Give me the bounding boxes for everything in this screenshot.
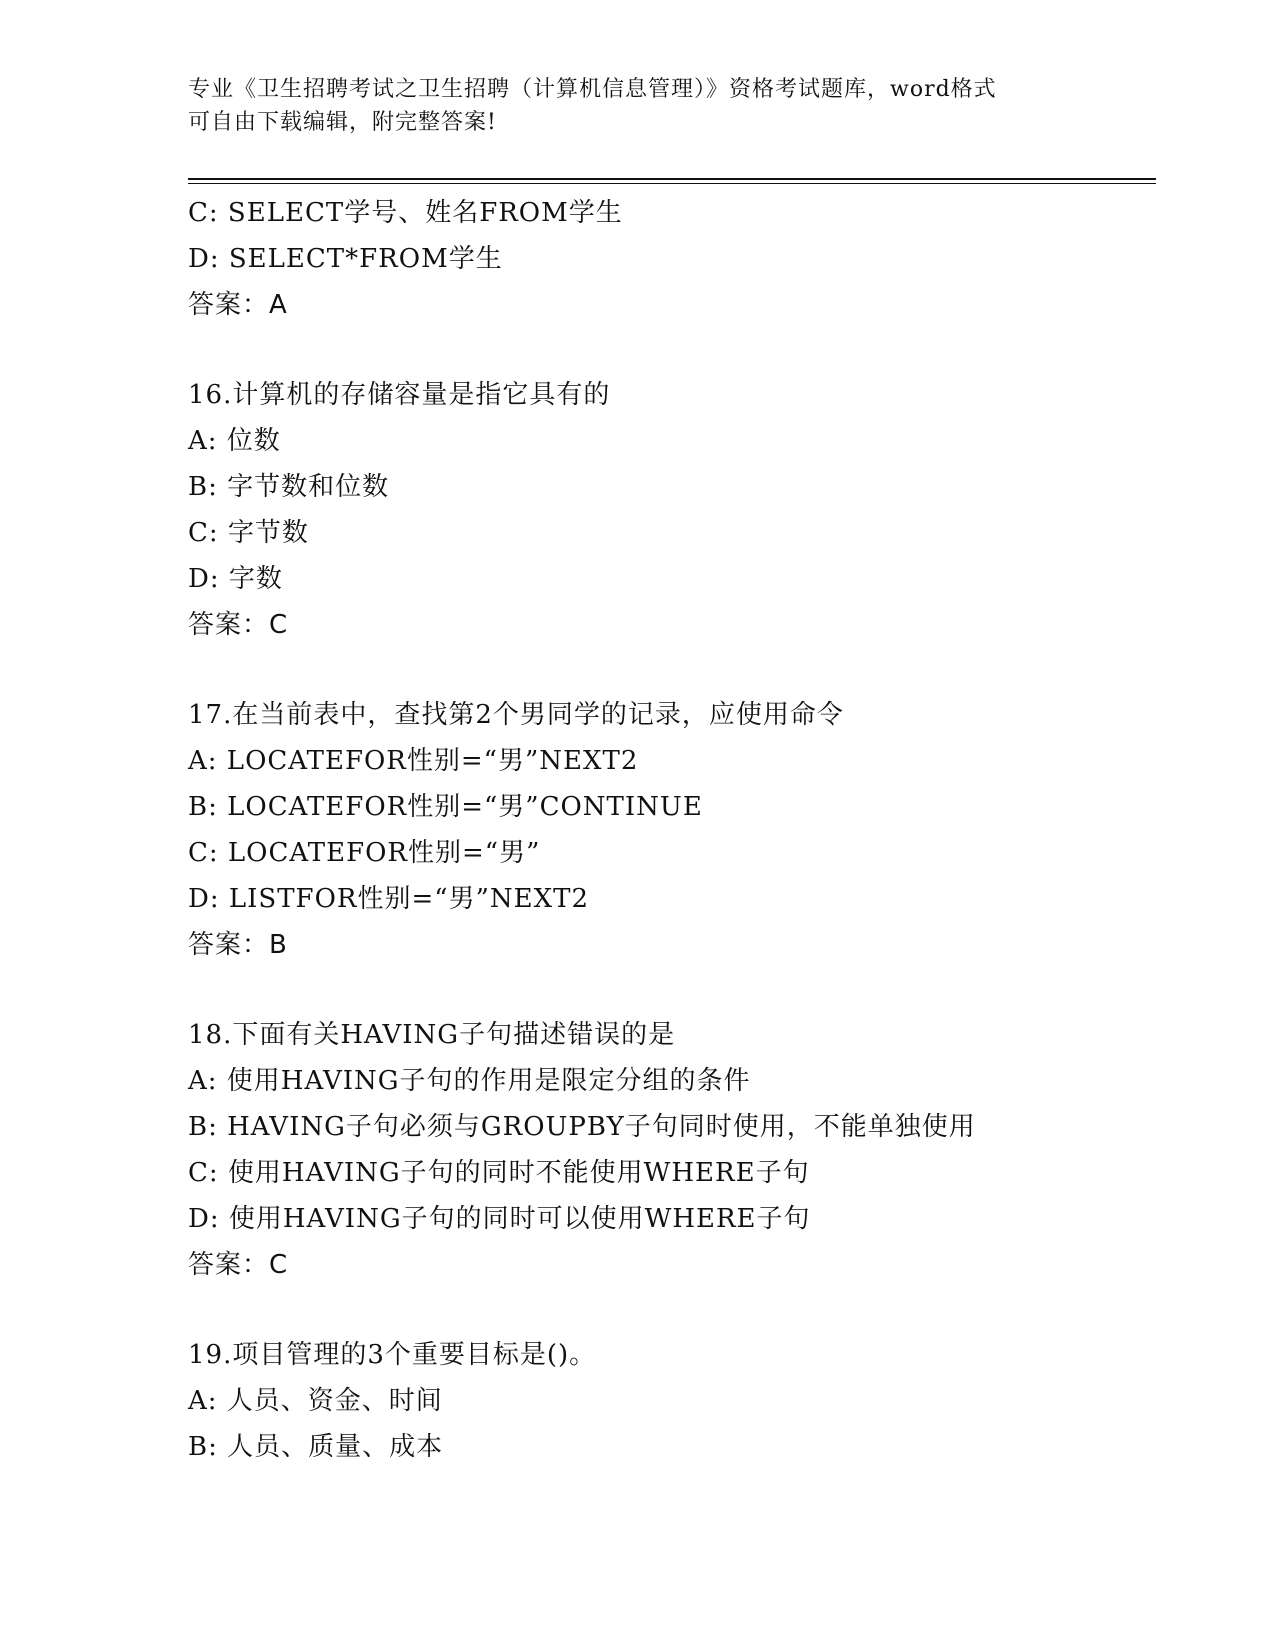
- option-line: B: 人员、质量、成本: [188, 1432, 444, 1462]
- header-title-line-1: 专业《卫生招聘考试之卫生招聘（计算机信息管理）》资格考试题库，word格式: [188, 77, 997, 102]
- option-line: A: 人员、资金、时间: [188, 1386, 443, 1416]
- header-rule-thin: [188, 183, 1156, 184]
- header-rule-thick: [188, 178, 1156, 180]
- option-line: A: LOCATEFOR性别=“男”NEXT2: [188, 746, 639, 776]
- option-line: D: 使用HAVING子句的同时可以使用WHERE子句: [188, 1204, 811, 1234]
- option-line: B: LOCATEFOR性别=“男”CONTINUE: [188, 792, 703, 822]
- option-line: D: SELECT*FROM学生: [188, 244, 503, 274]
- option-line: B: HAVING子句必须与GROUPBY子句同时使用，不能单独使用: [188, 1112, 976, 1142]
- question-block-15: [188, 190, 1188, 328]
- header-title-line-2: 可自由下载编辑，附完整答案!: [188, 110, 497, 135]
- option-line: B: 字节数和位数: [188, 472, 390, 502]
- option-line: D: 字数: [188, 564, 283, 594]
- option-line: A: 使用HAVING子句的作用是限定分组的条件: [188, 1066, 751, 1096]
- option-line: C: LOCATEFOR性别=“男”: [188, 838, 541, 868]
- option-line: C: SELECT学号、姓名FROM学生: [188, 198, 623, 228]
- answer-line: 答案：C: [188, 1250, 289, 1280]
- question-text: 17.在当前表中，查找第2个男同学的记录，应使用命令: [188, 700, 844, 730]
- option-line: D: LISTFOR性别=“男”NEXT2: [188, 884, 589, 914]
- question-block-19: [188, 1332, 1188, 1470]
- question-text: 18.下面有关HAVING子句描述错误的是: [188, 1020, 676, 1050]
- option-line: C: 字节数: [188, 518, 309, 548]
- question-text: 19.项目管理的3个重要目标是()。: [188, 1340, 597, 1370]
- option-line: A: 位数: [188, 426, 281, 456]
- document-header: [188, 73, 1088, 139]
- question-block-18: [188, 1012, 1188, 1288]
- question-list: [188, 190, 1188, 1470]
- option-line: C: 使用HAVING子句的同时不能使用WHERE子句: [188, 1158, 810, 1188]
- question-text: 16.计算机的存储容量是指它具有的: [188, 380, 611, 410]
- question-block-17: [188, 692, 1188, 968]
- answer-line: 答案：C: [188, 610, 289, 640]
- answer-line: 答案：A: [188, 290, 288, 320]
- question-block-16: [188, 372, 1188, 648]
- answer-line: 答案：B: [188, 930, 288, 960]
